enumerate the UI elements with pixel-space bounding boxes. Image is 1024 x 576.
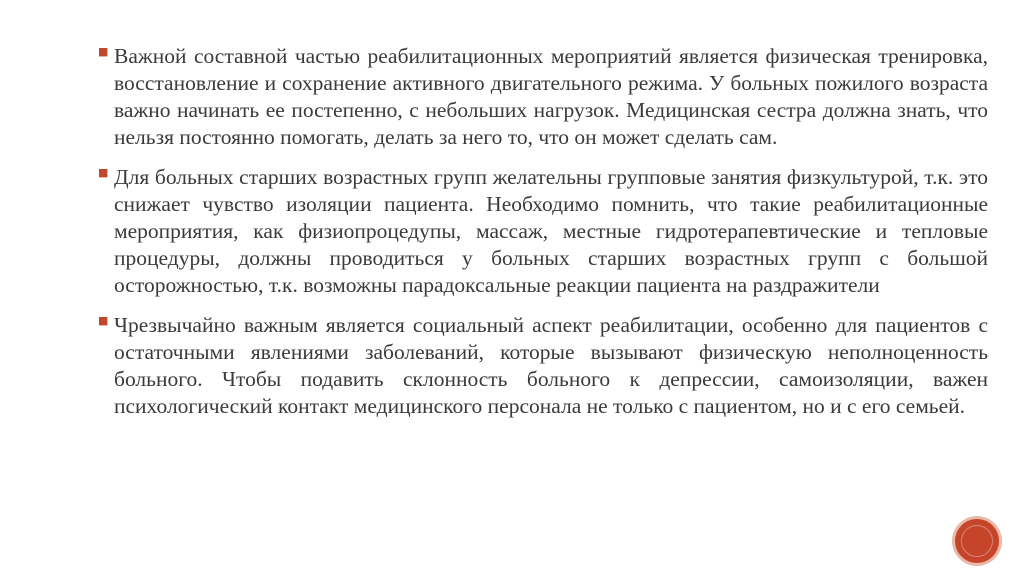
bullet-list (96, 43, 988, 433)
paragraph-text: Важной составной частью реабилитационных мероприятий является физическая тренировка, восстановление и сохранение активного двигательного режима. У больных пожилого возраста важно начинать ее постепенно, с небольших нагрузок. Медицинская сестра должна знать, что нельзя постоянно помогать, делать за него то, что он может сделать сам. (114, 44, 988, 149)
bullet-item-3 (96, 312, 988, 420)
bullet-item-1 (96, 43, 988, 151)
paragraph-text: Чрезвычайно важным является социальный аспект реабилитации, особенно для пациентов с остаточными явлениями заболеваний, которые вызывают физическую неполноценность больного. Чтобы подавить склонность больного к депрессии, самоизоляции, важен психологический контакт медицинского персонала не только с пациентом, но и с его семьей. (114, 313, 988, 418)
bullet-item-2 (96, 164, 988, 299)
square-bullet-icon: ■ (98, 314, 109, 327)
square-bullet-icon: ■ (98, 166, 109, 179)
decorative-circle-icon (955, 519, 999, 563)
square-bullet-icon: ■ (98, 45, 109, 58)
paragraph-text: Для больных старших возрастных групп желательны групповые занятия физкультурой, т.к. это снижает чувство изоляции пациента. Необходимо помнить, что такие реабилитационные мероприятия, как физиопроцедупы, массаж, местные гидротерапевтические и тепловые процедуры, должны проводиться у больных старших возрастных групп с большой осторожностью, т.к. возможны парадоксальные реакции пациента на раздражители (114, 165, 988, 297)
